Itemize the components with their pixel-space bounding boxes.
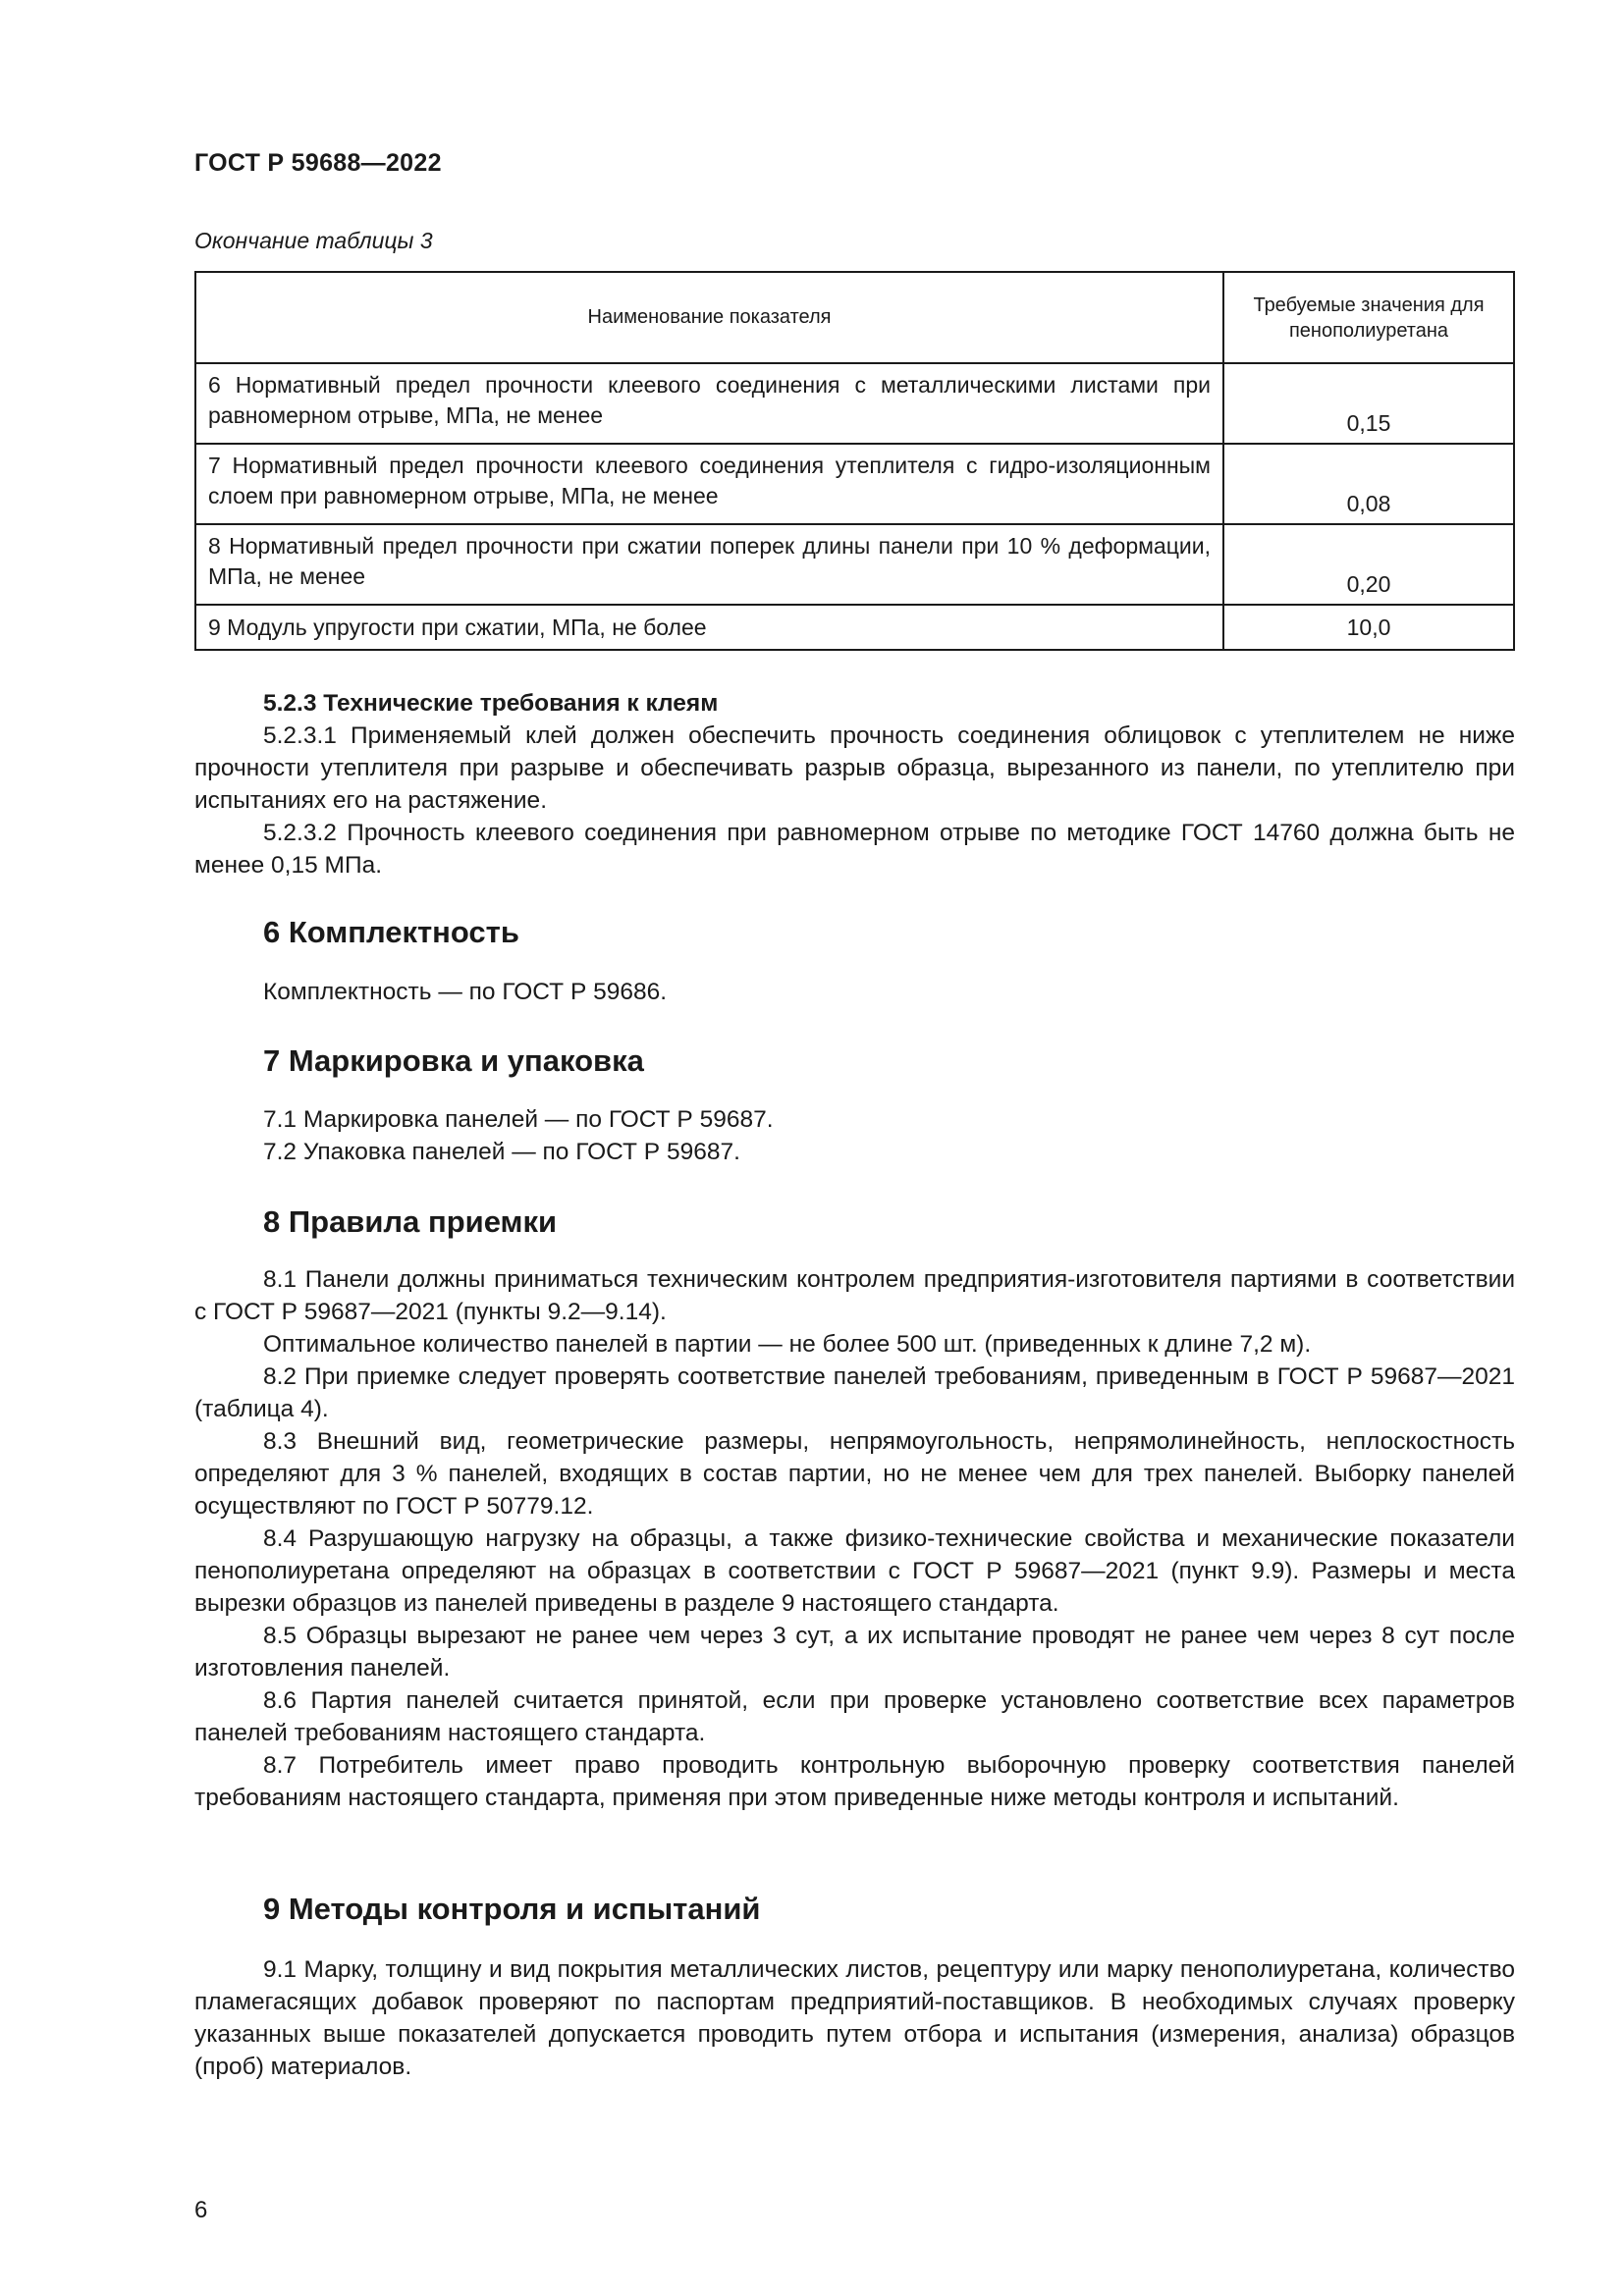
table-row xyxy=(195,444,1514,524)
column-header-name: Наименование показателя xyxy=(195,272,1223,363)
document-header: ГОСТ Р 59688—2022 xyxy=(194,149,442,177)
section-8-body xyxy=(194,1263,1515,1814)
section-title-6: 6 Комплектность xyxy=(263,915,519,949)
section-6-body xyxy=(194,976,1515,1008)
paragraph: Комплектность — по ГОСТ Р 59686. xyxy=(263,979,668,1005)
row-value-cell: 0,08 xyxy=(1223,444,1514,524)
paragraph: 8.1 Панели должны приниматься техническим контролем предприятия-изготовителя партиями в соответствии с ГОСТ Р 59687—2021 (пункты 9.2—9.14). xyxy=(194,1266,1515,1325)
row-name-cell: 8 Нормативный предел прочности при сжатии поперек длины панели при 10 % деформации, МПа, не менее xyxy=(195,524,1223,605)
table-row xyxy=(195,605,1514,650)
paragraph: 7.2 Упаковка панелей — по ГОСТ Р 59687. xyxy=(263,1139,740,1165)
paragraph: 8.6 Партия панелей считается принятой, если при проверке установлено соответствие всех параметров панелей требованиям настоящего стандарта. xyxy=(194,1687,1515,1746)
table-header-row xyxy=(195,272,1514,363)
paragraph: 5.2.3.2 Прочность клеевого соединения при равномерном отрыве по методике ГОСТ 14760 должна быть не менее 0,15 МПа. xyxy=(194,820,1515,879)
section-title-9: 9 Методы контроля и испытаний xyxy=(263,1892,761,1926)
section-5-2-3 xyxy=(194,687,1515,881)
section-7-body xyxy=(194,1103,1515,1168)
table-3 xyxy=(194,271,1515,651)
row-value-cell: 10,0 xyxy=(1223,605,1514,650)
paragraph: 8.7 Потребитель имеет право проводить контрольную выборочную проверку соответствия панелей требованиям настоящего стандарта, применяя при этом приведенные ниже методы контроля и испытаний. xyxy=(194,1752,1515,1811)
paragraph: 8.4 Разрушающую нагрузку на образцы, а также физико-технические свойства и механические показатели пенополиуретана определяют на образцах в соответствии с ГОСТ Р 59687—2021 (пункт 9.9). Размеры и места вырезки образцов из панелей приведены в разделе 9 настоящего стандарта. xyxy=(194,1525,1515,1617)
table-caption: Окончание таблицы 3 xyxy=(194,228,433,253)
row-name-cell: 7 Нормативный предел прочности клеевого соединения утеплителя с гидро-изоляционным слоем при равномерном отрыве, МПа, не менее xyxy=(195,444,1223,524)
page-number: 6 xyxy=(194,2197,208,2223)
paragraph: 8.5 Образцы вырезают не ранее чем через 3 сут, а их испытание проводят не ранее чем через 8 сут после изготовления панелей. xyxy=(194,1623,1515,1682)
row-value-cell: 0,20 xyxy=(1223,524,1514,605)
paragraph: 8.3 Внешний вид, геометрические размеры, непрямоугольность, непрямолинейность, неплоскостность определяют для 3 % панелей, входящих в состав партии, но не менее чем для трех панелей. Выборку панелей осуществляют по ГОСТ Р 50779.12. xyxy=(194,1428,1515,1520)
section-title-8: 8 Правила приемки xyxy=(263,1204,558,1239)
column-header-value: Требуемые значения для пенополиуретана xyxy=(1223,272,1514,363)
row-value-cell: 0,15 xyxy=(1223,363,1514,444)
paragraph: 5.2.3.1 Применяемый клей должен обеспечить прочность соединения облицовок с утеплителем не ниже прочности утеплителя при разрыве и обеспечивать разрыв образца, вырезанного из панели, по утеплителю при испытаниях его на растяжение. xyxy=(194,722,1515,814)
subsection-title: 5.2.3 Технические требования к клеям xyxy=(263,690,719,717)
table-row xyxy=(195,363,1514,444)
section-9-body xyxy=(194,1953,1515,2083)
row-name-cell: 6 Нормативный предел прочности клеевого соединения с металлическими листами при равномерном отрыве, МПа, не менее xyxy=(195,363,1223,444)
paragraph: 9.1 Марку, толщину и вид покрытия металлических листов, рецептуру или марку пенополиуретана, количество пламегасящих добавок проверяют по паспортам предприятий-поставщиков. В необходимых случаях проверку указанных выше показателей допускается проводить путем отбора и испытания (измерения, анализа) образцов (проб) материалов. xyxy=(194,1956,1515,2080)
section-title-7: 7 Маркировка и упаковка xyxy=(263,1043,644,1078)
paragraph: 7.1 Маркировка панелей — по ГОСТ Р 59687. xyxy=(263,1106,774,1133)
row-name-cell: 9 Модуль упругости при сжатии, МПа, не более xyxy=(195,605,1223,650)
table-row xyxy=(195,524,1514,605)
paragraph: Оптимальное количество панелей в партии — не более 500 шт. (приведенных к длине 7,2 м). xyxy=(263,1331,1312,1358)
paragraph: 8.2 При приемке следует проверять соответствие панелей требованиям, приведенным в ГОСТ Р 59687—2021 (таблица 4). xyxy=(194,1363,1515,1422)
